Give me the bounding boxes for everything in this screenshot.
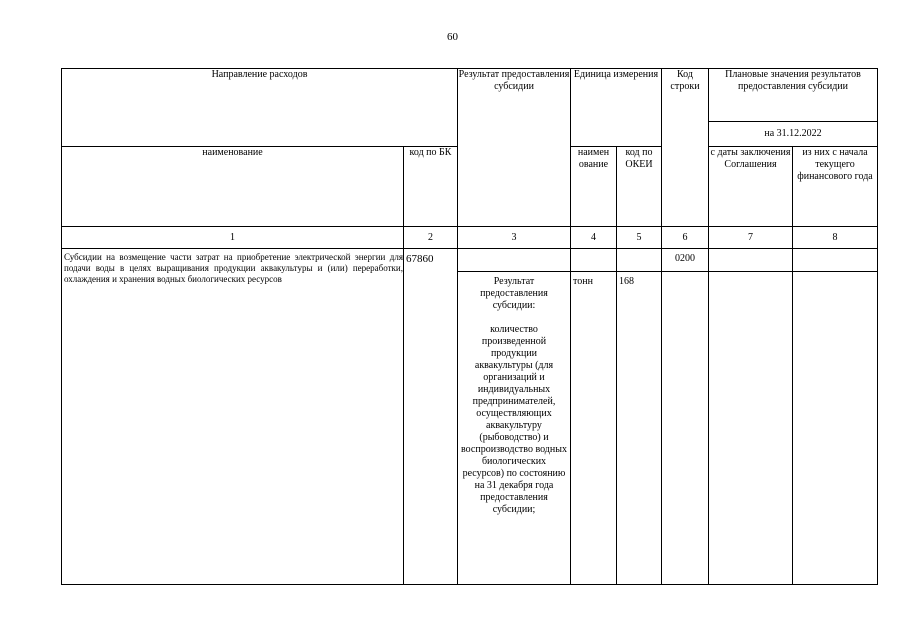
result-description — [458, 272, 570, 516]
header-row-code: Код строки — [662, 69, 709, 227]
column-number: 2 — [404, 227, 458, 249]
header-from-agreement: с даты заключения Соглашения — [709, 147, 793, 227]
column-number-row — [62, 227, 878, 249]
unit-name: тонн — [571, 272, 617, 585]
header-bk-code: код по БК — [404, 147, 458, 227]
column-number: 5 — [617, 227, 662, 249]
header-result: Результат предоставления субсидии — [458, 69, 571, 227]
header-planned-values: Плановые значения результатов предоставления субсидии — [709, 69, 878, 122]
header-unit: Единица измерения — [571, 69, 662, 147]
column-number: 6 — [662, 227, 709, 249]
expense-name: Субсидии на возмещение части затрат на приобретение электрической энергии для подачи воды в целях выращивания продукции аквакультуры и (или) переработки, охлаждения и хранения водных биологических ресурсов — [64, 252, 403, 284]
column-number: 3 — [458, 227, 571, 249]
header-direction: Направление расходов — [62, 69, 458, 147]
bk-code: 67860 — [404, 249, 458, 585]
header-name: наименование — [62, 147, 404, 227]
column-number: 4 — [571, 227, 617, 249]
column-number: 7 — [709, 227, 793, 249]
row-code: 0200 — [662, 249, 709, 272]
result-indicator: количество произведенной продукции аквакультуры (для организаций и индивидуальных предпринимателей, осуществляющих аквакультуру (рыбоводство) и воспроизводство водных биологических ресурсов) по состоянию на 31 декабря года предоставления субсидии; — [461, 324, 567, 515]
table-row — [62, 249, 878, 272]
page-number: 60 — [447, 31, 458, 43]
column-number: 8 — [793, 227, 878, 249]
header-from-fy-start: из них с начала текущего финансового года — [793, 147, 878, 227]
column-number: 1 — [62, 227, 404, 249]
subsidy-results-table — [61, 68, 878, 585]
header-unit-name: наимен ование — [571, 147, 617, 227]
header-okei-code: код по ОКЕИ — [617, 147, 662, 227]
header-date: на 31.12.2022 — [709, 122, 878, 147]
result-label: Результат предоставления субсидии: — [480, 276, 548, 311]
okei-code: 168 — [617, 272, 662, 585]
